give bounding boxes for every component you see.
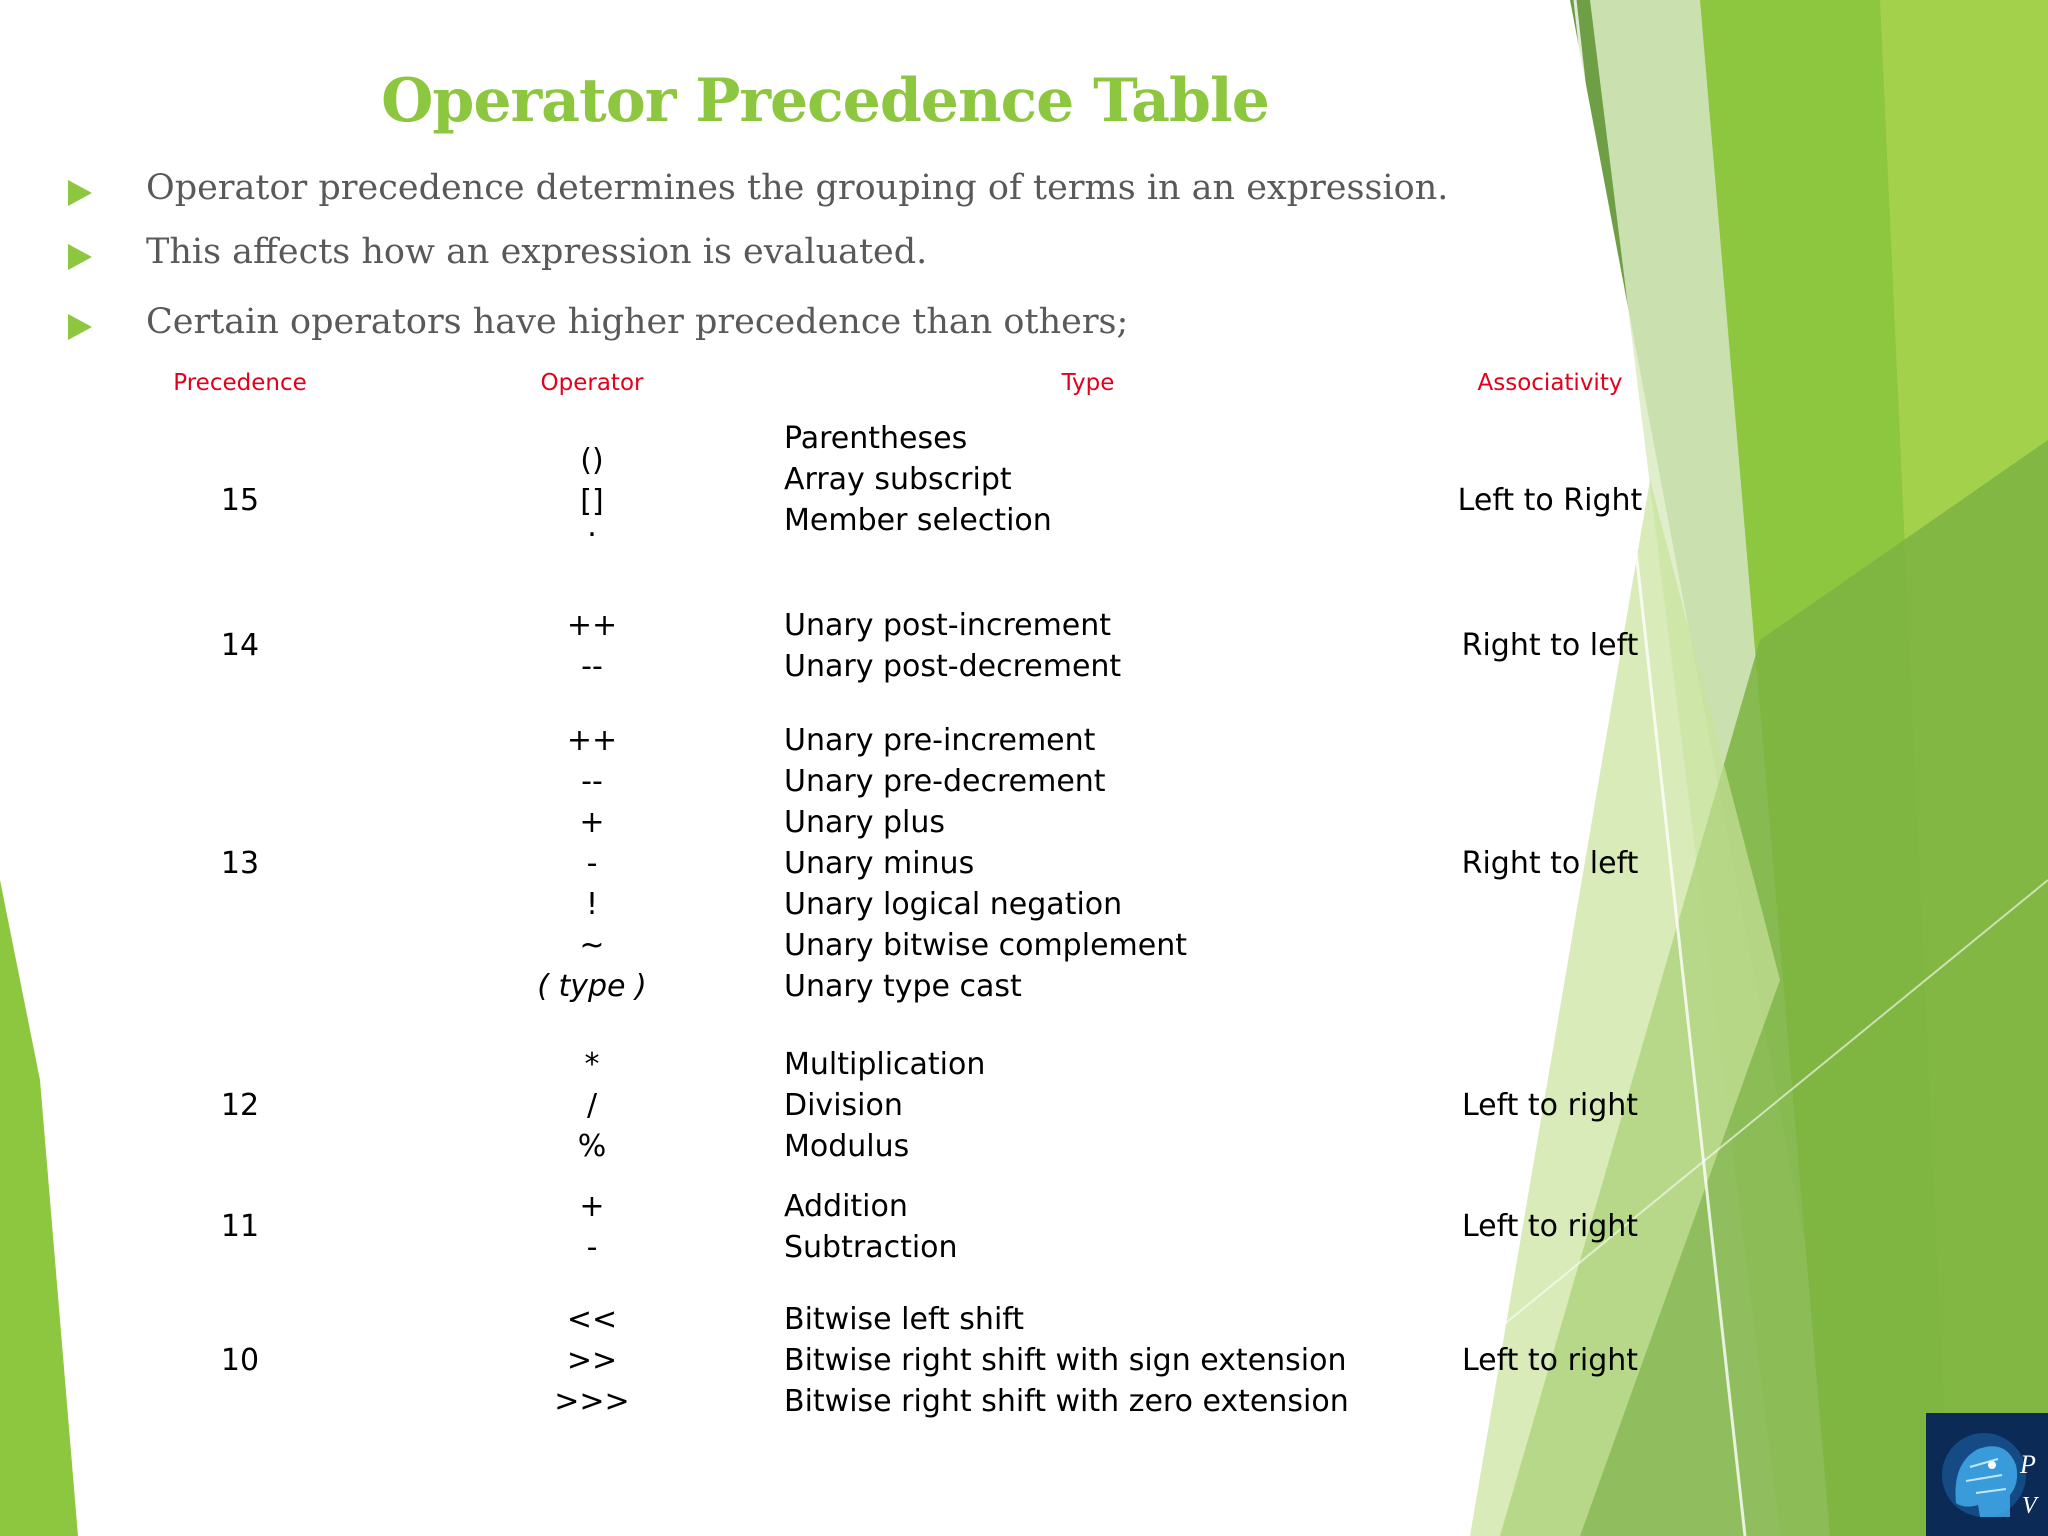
type-name: Bitwise right shift with zero extension (784, 1384, 1349, 1419)
operator-list (492, 720, 692, 1007)
bullet-text: Operator precedence determines the grouping of terms in an expression. (146, 168, 1449, 208)
operator-symbol: -- (581, 649, 603, 684)
associativity-value: Right to left (1461, 628, 1639, 663)
operator-symbol: ( type ) (537, 969, 647, 1004)
slide-title: Operator Precedence Table (381, 66, 1269, 136)
type-name: Division (784, 1088, 903, 1123)
operator-symbol: -- (581, 764, 603, 799)
triangle-arrow-icon (68, 314, 92, 340)
header-associativity: Associativity (1477, 370, 1623, 396)
operator-symbol: - (586, 846, 598, 881)
tech-head-logo-icon (1926, 1413, 2048, 1536)
operator-list (492, 1186, 692, 1268)
header-precedence: Precedence (173, 370, 307, 396)
type-list (784, 1044, 1384, 1167)
type-name: Unary logical negation (784, 887, 1123, 922)
precedence-value: 10 (220, 1343, 260, 1378)
operator-symbol: / (586, 1088, 598, 1123)
type-name: Unary type cast (784, 969, 1022, 1004)
operator-list (492, 440, 692, 547)
operator-symbol: << (566, 1302, 618, 1337)
bullet-text: This affects how an expression is evaluated. (146, 232, 928, 272)
operator-symbol: * (584, 1047, 600, 1082)
bullet-item (68, 232, 1568, 282)
type-name: Array subscript (784, 462, 1012, 497)
bullet-text: Certain operators have higher precedence than others; (146, 302, 1129, 342)
associativity-value: Left to Right (1457, 483, 1643, 518)
operator-symbol: () (580, 443, 604, 478)
header-type: Type (1061, 370, 1115, 396)
operator-symbol: + (579, 805, 605, 840)
type-list (784, 720, 1384, 1007)
triangle-arrow-icon (68, 244, 92, 270)
type-name: Member selection (784, 503, 1052, 538)
type-name: Bitwise left shift (784, 1302, 1025, 1337)
type-name: Modulus (784, 1129, 910, 1164)
associativity-value: Left to right (1461, 1343, 1639, 1378)
type-list (784, 1299, 1384, 1422)
type-name: Parentheses (784, 421, 968, 456)
operator-symbol: % (577, 1129, 607, 1164)
associativity-value: Left to right (1461, 1209, 1639, 1244)
precedence-value: 13 (220, 846, 260, 881)
type-name: Unary pre-increment (784, 723, 1096, 758)
type-list (784, 418, 1384, 541)
type-name: Multiplication (784, 1047, 986, 1082)
operator-symbol: ++ (566, 608, 618, 643)
associativity-value: Left to right (1461, 1088, 1639, 1123)
operator-symbol: ~ (579, 928, 605, 963)
type-name: Unary post-decrement (784, 649, 1122, 684)
bullet-item (68, 168, 1568, 218)
operator-symbol: ++ (566, 723, 618, 758)
svg-text:P: P (2020, 1450, 2036, 1479)
type-name: Bitwise right shift with sign extension (784, 1343, 1347, 1378)
type-name: Unary post-increment (784, 608, 1112, 643)
type-list (784, 605, 1384, 687)
type-name: Unary bitwise complement (784, 928, 1187, 963)
precedence-value: 12 (220, 1088, 260, 1123)
operator-symbol: . (587, 509, 597, 544)
operator-symbol: >>> (554, 1384, 630, 1419)
type-name: Unary plus (784, 805, 946, 840)
bullet-item (68, 302, 1568, 352)
operator-list (492, 1299, 692, 1422)
precedence-value: 14 (220, 628, 260, 663)
type-name: Unary pre-decrement (784, 764, 1106, 799)
deco-shape-left (0, 880, 78, 1536)
type-name: Unary minus (784, 846, 975, 881)
operator-symbol: + (579, 1189, 605, 1224)
header-operator: Operator (540, 370, 644, 396)
operator-symbol: ! (585, 887, 599, 922)
precedence-value: 15 (220, 483, 260, 518)
type-name: Addition (784, 1189, 908, 1224)
operator-symbol: - (586, 1230, 598, 1265)
operator-symbol: >> (566, 1343, 618, 1378)
operator-list (492, 605, 692, 687)
operator-list (492, 1044, 692, 1167)
triangle-arrow-icon (68, 180, 92, 206)
type-name: Subtraction (784, 1230, 958, 1265)
svg-text:V: V (2022, 1493, 2037, 1519)
precedence-value: 11 (220, 1209, 260, 1244)
type-list (784, 1186, 1384, 1268)
associativity-value: Right to left (1461, 846, 1639, 881)
operator-symbol: [] (580, 484, 604, 519)
